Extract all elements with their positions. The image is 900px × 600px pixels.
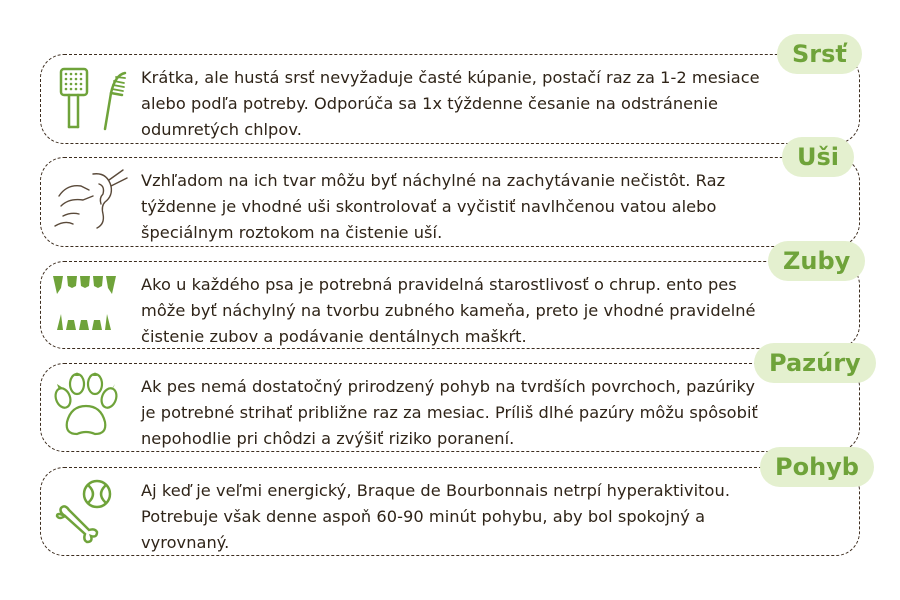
text-line: Krátka, ale hustá srsť nevyžaduje časté kúpanie, postačí raz za 1-2 mesiace — [141, 68, 760, 87]
text-line: môže byť náchylný na tvorbu zubného kameňa, preto je vhodné pravidelné — [141, 301, 756, 320]
section-card-zuby — [40, 261, 860, 349]
text-line: nepohodlie pri chôdzi a zvýšiť riziko poranení. — [141, 429, 515, 448]
text-line: týždenne je vhodné uši skontrolovať a vyčistiť navlhčenou vatou alebo — [141, 197, 717, 216]
text-line: odumretých chlpov. — [141, 120, 302, 139]
grooming-brush-comb-icon — [49, 63, 133, 135]
dog-teeth-icon — [49, 270, 133, 342]
section-title-badge: Srsť — [777, 34, 862, 74]
text-line: špeciálnym roztokom na čistenie uší. — [141, 223, 443, 242]
section-text — [141, 272, 821, 350]
section-title-badge: Pazúry — [754, 343, 876, 383]
text-line: Ako u každého psa je potrebná pravidelná starostlivosť o chrup. ento pes — [141, 275, 737, 294]
section-card-pazury — [40, 363, 860, 452]
text-line: je potrebné strihať približne raz za mesiac. Príliš dlhé pazúry môžu spôsobiť — [141, 403, 758, 422]
section-text — [141, 374, 821, 452]
section-title-badge: Uši — [782, 137, 854, 177]
section-text — [141, 65, 821, 143]
bone-and-ball-icon — [49, 476, 133, 548]
ear-cleaning-icon — [49, 166, 133, 238]
text-line: vyrovnaný. — [141, 533, 230, 552]
text-line: alebo podľa potreby. Odporúča sa 1x týždenne česanie na odstránenie — [141, 94, 719, 113]
dog-paw-icon — [49, 372, 133, 444]
text-line: Ak pes nemá dostatočný prirodzený pohyb na tvrdších povrchoch, pazúriky — [141, 377, 755, 396]
section-text — [141, 478, 821, 556]
text-line: Aj keď je veľmi energický, Braque de Bourbonnais netrpí hyperaktivitou. — [141, 481, 731, 500]
section-title-badge: Pohyb — [760, 447, 874, 487]
text-line: Vzhľadom na ich tvar môžu byť náchylné na zachytávanie nečistôt. Raz — [141, 171, 726, 190]
section-card-usi — [40, 157, 860, 247]
section-title-badge: Zuby — [768, 241, 865, 281]
section-text — [141, 168, 821, 246]
text-line: čistenie zubov a podávanie dentálnych maškŕt. — [141, 327, 527, 346]
section-card-pohyb — [40, 467, 860, 556]
section-card-srst — [40, 54, 860, 144]
text-line: Potrebuje však denne aspoň 60-90 minút pohybu, aby bol spokojný a — [141, 507, 706, 526]
